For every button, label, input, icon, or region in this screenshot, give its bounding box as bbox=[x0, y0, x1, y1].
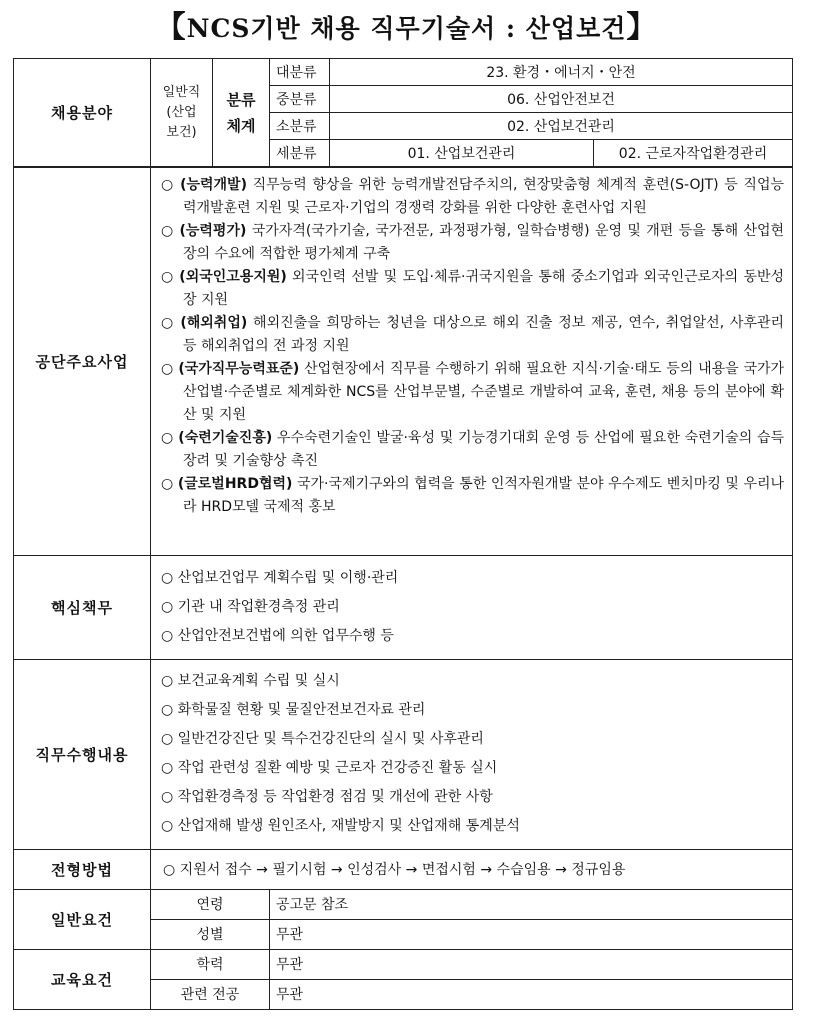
core-item: ○ 기관 내 작업환경측정 관리 bbox=[161, 598, 340, 615]
title-open-bracket: 【 bbox=[155, 10, 187, 45]
requirement-name: 성별 bbox=[151, 919, 270, 949]
category-name: 대분류 bbox=[270, 59, 330, 86]
process-label: 전형방법 bbox=[14, 849, 151, 889]
education-row-degree bbox=[14, 949, 793, 979]
duty-item: ○ 보건교육계획 수립 및 실시 bbox=[161, 673, 340, 689]
requirement-name: 관련 전공 bbox=[151, 979, 270, 1009]
education-label: 교육요건 bbox=[14, 949, 151, 1009]
category-value: 01. 산업보건관리 bbox=[330, 140, 594, 168]
business-item: ○ (글로벌HRD협력) 국가·국제기구와의 협력을 통한 인적자원개발 분야 우수제도 벤치마킹 및 우리나라 HRD모델 국제적 홍보 bbox=[161, 476, 785, 515]
business-item: ○ (국가직무능력표준) 산업현장에서 직무를 수행하기 위해 필요한 지식·기술·태도 등의 내용을 국가가 산업별·수준별로 체계화한 NCS를 산업부문별, 수준별로 개발하여 교육, 훈련, 채용 등의 분야에 확산 및 지원 bbox=[161, 361, 785, 423]
process-row bbox=[14, 849, 793, 889]
classification-system-cell bbox=[213, 59, 270, 168]
title-close-bracket: 】 bbox=[626, 10, 658, 45]
duties-row bbox=[14, 659, 793, 849]
duties-list bbox=[151, 659, 793, 849]
requirement-name: 연령 bbox=[151, 889, 270, 919]
category-name: 소분류 bbox=[270, 113, 330, 140]
general-label: 일반요건 bbox=[14, 889, 151, 949]
business-item: ○ (숙련기술진흥) 우수숙련기술인 발굴·육성 및 기능경기대회 운영 등 산업에 필요한 숙련기술의 습득 장려 및 기술향상 촉진 bbox=[161, 430, 785, 469]
page-title bbox=[0, 2, 813, 46]
job-type-line: 보건) bbox=[166, 124, 197, 140]
duty-item: ○ 작업 관련성 질환 예방 및 근로자 건강증진 활동 실시 bbox=[161, 760, 498, 776]
business-row bbox=[14, 167, 793, 555]
job-type-line: (산업 bbox=[166, 104, 197, 120]
job-type-cell bbox=[151, 59, 213, 168]
requirement-value: 무관 bbox=[270, 979, 793, 1009]
core-label: 핵심책무 bbox=[14, 555, 151, 659]
core-row bbox=[14, 555, 793, 659]
business-list bbox=[151, 167, 793, 555]
duty-item: ○ 화학물질 현황 및 물질안전보건자료 관리 bbox=[161, 702, 426, 718]
category-row-major bbox=[14, 59, 793, 86]
duty-item: ○ 일반건강진단 및 특수건강진단의 실시 및 사후관리 bbox=[161, 731, 484, 747]
duties-label: 직무수행내용 bbox=[14, 659, 151, 849]
category-name: 세분류 bbox=[270, 140, 330, 168]
business-label: 공단주요사업 bbox=[14, 167, 151, 555]
job-type-line: 일반직 bbox=[162, 84, 201, 100]
system-line: 체계 bbox=[226, 116, 256, 135]
business-item: ○ (해외취업) 해외진출을 희망하는 청년을 대상으로 해외 진출 정보 제공, 연수, 취업알선, 사후관리 등 해외취업의 전 과정 지원 bbox=[161, 315, 785, 354]
core-list bbox=[151, 555, 793, 659]
requirement-value: 공고문 참조 bbox=[270, 889, 793, 919]
process-text: ○ 지원서 접수 → 필기시험 → 인성검사 → 면접시험 → 수습임용 → 정규임용 bbox=[151, 849, 793, 889]
job-description-table bbox=[13, 58, 793, 1010]
core-item: ○ 산업보건업무 계획수립 및 이행·관리 bbox=[161, 569, 399, 586]
business-item: ○ (외국인고용지원) 외국인력 선발 및 도입·체류·귀국지원을 통해 중소기업과 외국인근로자의 동반성장 지원 bbox=[161, 269, 785, 308]
system-line: 분류 bbox=[226, 90, 256, 109]
general-row-age bbox=[14, 889, 793, 919]
requirement-name: 학력 bbox=[151, 949, 270, 979]
category-value: 23. 환경・에너지・안전 bbox=[330, 59, 793, 86]
business-item: ○ (능력개발) 직무능력 향상을 위한 능력개발전담주치의, 현장맞춤형 체계적 훈련(S-OJT) 등 직업능력개발훈련 지원 및 근로자·기업의 경쟁력 강화를 위한 다양한 훈련사업 지원 bbox=[161, 177, 785, 216]
duty-item: ○ 작업환경측정 등 작업환경 점검 및 개선에 관한 사항 bbox=[161, 789, 493, 805]
business-item: ○ (능력평가) 국가자격(국가기술, 국가전문, 과정평가형, 일학습병행) 운영 및 개편 등을 통해 산업현장의 수요에 적합한 평가체계 구축 bbox=[161, 223, 785, 262]
category-value: 06. 산업안전보건 bbox=[330, 86, 793, 113]
title-text: NCS기반 채용 직무기술서 : 산업보건 bbox=[186, 14, 627, 43]
core-item: ○ 산업안전보건법에 의한 업무수행 등 bbox=[161, 627, 394, 644]
requirement-value: 무관 bbox=[270, 949, 793, 979]
recruit-label: 채용분야 bbox=[14, 59, 151, 168]
category-name: 중분류 bbox=[270, 86, 330, 113]
requirement-value: 무관 bbox=[270, 919, 793, 949]
duty-item: ○ 산업재해 발생 원인조사, 재발방지 및 산업재해 통계분석 bbox=[161, 818, 520, 834]
category-value: 02. 산업보건관리 bbox=[330, 113, 793, 140]
category-value: 02. 근로자작업환경관리 bbox=[594, 140, 793, 168]
